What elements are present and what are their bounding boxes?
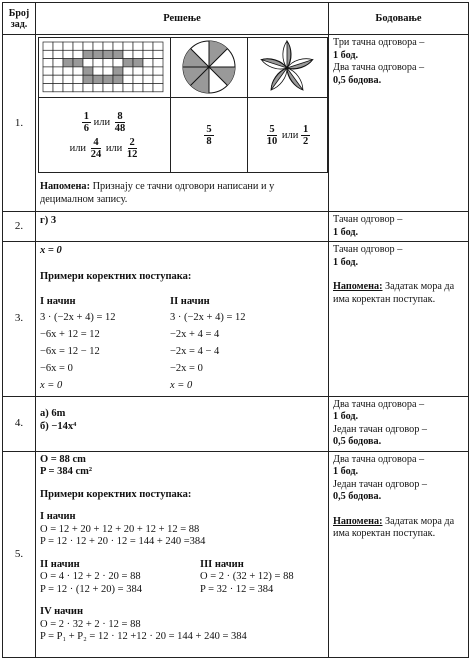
task-row-3 bbox=[3, 242, 469, 397]
task-number: 5. bbox=[3, 451, 36, 657]
method-2: II начин 3 · (−2x + 4) = 12 −2x + 4 = 4 −2x = 4 − 4 −2x = 0 x = 0 bbox=[170, 296, 246, 391]
task-number: 1. bbox=[3, 35, 36, 212]
circle-figure bbox=[171, 38, 248, 98]
task-5-solution: O = 88 cm P = 384 cm² Примери коректних поступака: I начин O = 12 + 20 + 12 + 20 + 12 + 12 = 88 P = 12 · 12 + 20 · 12 = 144 + 240 =384 II начин O = 4 · 12 + 2 · 20 = 88 P = 12 · (12 + 20) = 384 III начин O = 2 · (32 + 12) = 88 P = 32 · 12 = 384 IV начин O = 2 · 32 + 2 · 12 = 88 P = P₁ + P₂ = 12 · 12 +12 · 20 = 144 + 240 = 384 bbox=[36, 451, 329, 657]
header-task-number: Број зад. bbox=[3, 3, 36, 35]
task-row-1 bbox=[3, 35, 469, 212]
task-row-4 bbox=[3, 396, 469, 451]
task-1-solution bbox=[36, 35, 329, 212]
flower-figure bbox=[248, 38, 328, 98]
task-5-scoring: Два тачна одговора – 1 бод. Један тачан одговор – 0,5 бодова. Напомена: Задатак мора да има коректан поступак. bbox=[329, 451, 469, 657]
task-number: 4. bbox=[3, 396, 36, 451]
header-solution: Решење bbox=[36, 3, 329, 35]
task-number: 2. bbox=[3, 212, 36, 242]
header-scoring: Бодовање bbox=[329, 3, 469, 35]
task-row-5 bbox=[3, 451, 469, 657]
grid-figure bbox=[39, 38, 171, 98]
task-2-solution: г) 3 bbox=[36, 212, 329, 242]
fractions-flower: $\frac{5}{10}$ или $\frac{1}{2}$ bbox=[248, 98, 328, 173]
task-1-note: Напомена: Признају се тачни одговори написани и у децималном запису. bbox=[40, 181, 275, 205]
fractions-circle: $\frac{5}{8}$ bbox=[171, 98, 248, 173]
task-3-scoring: Тачан одговор – 1 бод. Напомена: Задатак мора да има коректан поступак. bbox=[329, 242, 469, 397]
task-row-2 bbox=[3, 212, 469, 242]
answer-key-table bbox=[2, 2, 469, 658]
task-1-scoring: Три тачна одговора – 1 бод. Два тачна одговора – 0,5 бодова. bbox=[329, 35, 469, 212]
fractions-grid: $\frac{1}{6}$ или $\frac{8}{48}$ или $\frac{4}{24}$ или $\frac{2}{12}$ bbox=[39, 98, 171, 173]
figures-table bbox=[38, 37, 328, 173]
task-4-solution: а) 6m б) −14x⁴ bbox=[36, 396, 329, 451]
task-4-scoring: Два тачна одговора – 1 бод. Један тачан одговор – 0,5 бодова. bbox=[329, 396, 469, 451]
task-3-solution: x = 0 Примери коректних поступака: I начин 3 · (−2x + 4) = 12 −6x + 12 = 12 −6x = 12 − 12 −6x = 0 x = 0 II начин 3 · (−2x + 4) = 12 −2x + 4 = 4 −2x = 4 − 4 −2x = 0 x = 0 bbox=[36, 242, 329, 397]
task-number: 3. bbox=[3, 242, 36, 397]
task-2-scoring: Тачан одговор – 1 бод. bbox=[329, 212, 469, 242]
method-1: I начин 3 · (−2x + 4) = 12 −6x + 12 = 12 −6x = 12 − 12 −6x = 0 x = 0 bbox=[40, 296, 116, 391]
header-row bbox=[3, 3, 469, 35]
